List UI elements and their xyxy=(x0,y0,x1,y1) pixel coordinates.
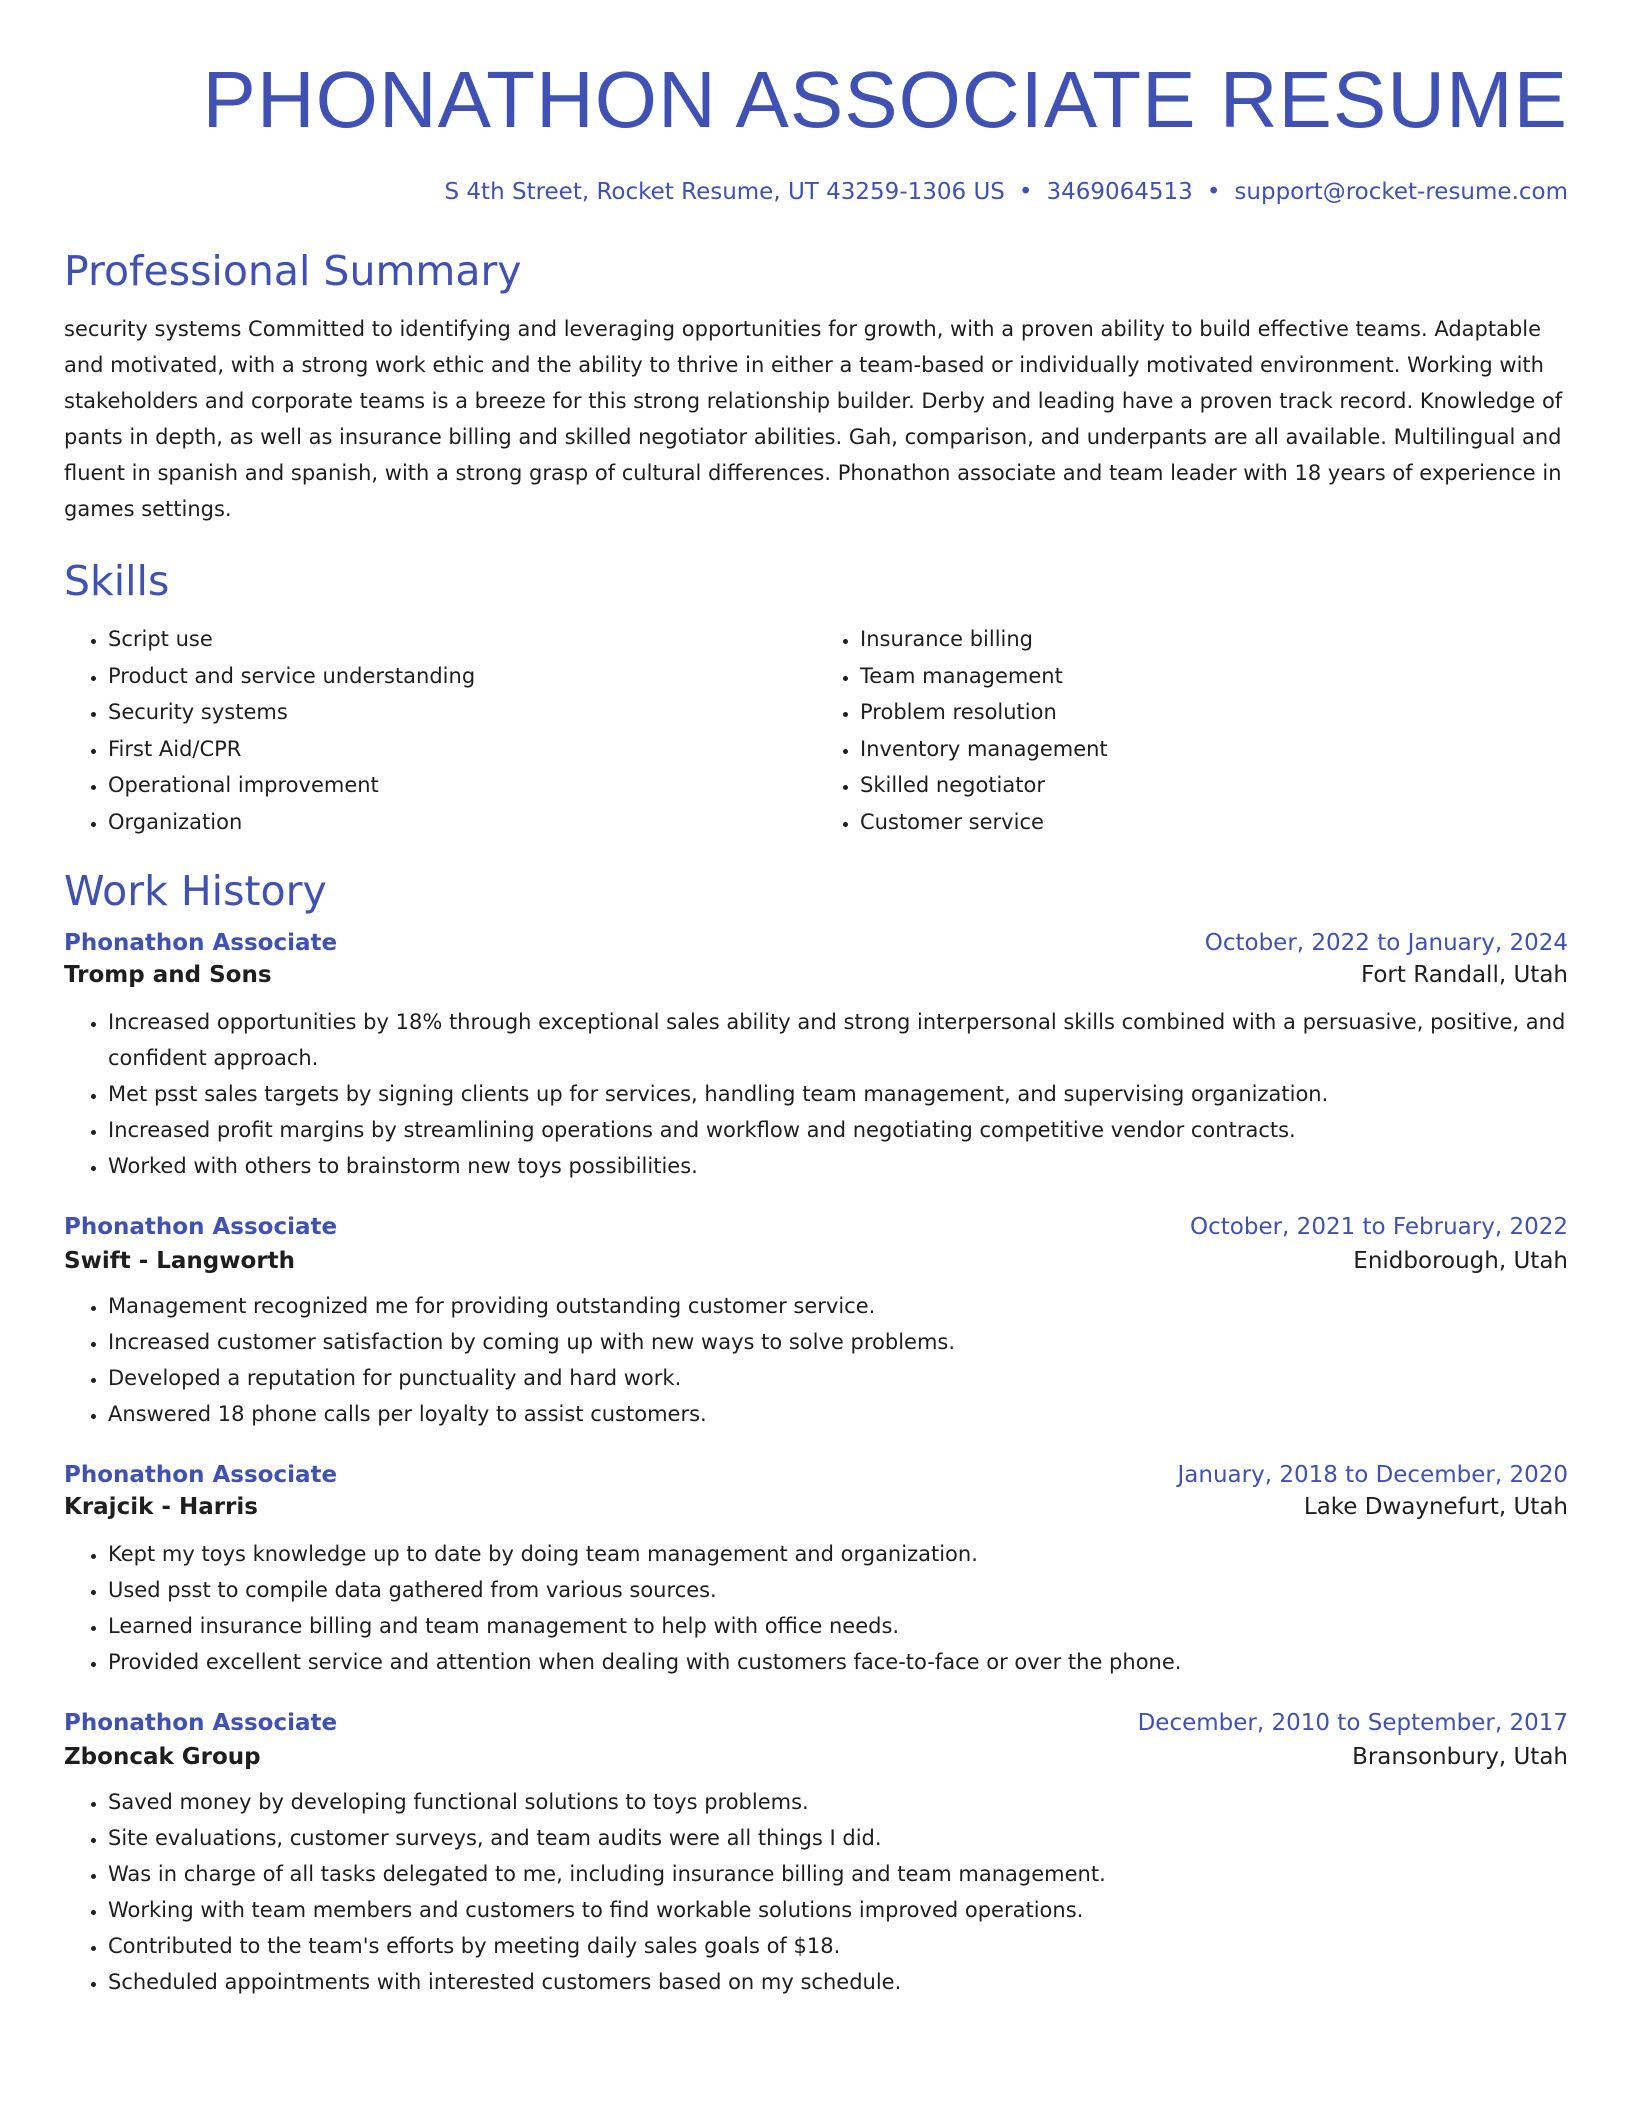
skill-item: • Skilled negotiator xyxy=(860,767,1568,804)
job-bullet: • Used psst to compile data gathered from various sources. xyxy=(108,1572,1568,1608)
job-bullets xyxy=(64,1784,1568,2000)
job-company-row xyxy=(64,1744,1568,1770)
skill-item: • Operational improvement xyxy=(108,767,816,804)
contact-email[interactable]: support@rocket-resume.com xyxy=(1234,179,1568,205)
job-entry xyxy=(64,1710,1568,2000)
job-bullet: • Increased profit margins by streamlining operations and workflow and negotiating competitive vendor contracts. xyxy=(108,1112,1568,1148)
job-location: Lake Dwaynefurt, Utah xyxy=(1303,1494,1568,1520)
contact-separator: • xyxy=(1018,179,1033,205)
job-dates: December, 2010 to September, 2017 xyxy=(1137,1710,1568,1736)
job-bullet: • Developed a reputation for punctuality and hard work. xyxy=(108,1360,1568,1396)
resume-header xyxy=(64,0,1568,208)
skills-heading: Skills xyxy=(64,557,170,605)
job-entry xyxy=(64,1214,1568,1432)
job-company-row xyxy=(64,962,1568,988)
job-title: Phonathon Associate xyxy=(64,930,338,956)
skills-column-right xyxy=(816,621,1568,840)
contact-separator: • xyxy=(1206,179,1221,205)
job-bullet: • Worked with others to brainstorm new toys possibilities. xyxy=(108,1148,1568,1184)
job-bullet: • Was in charge of all tasks delegated to me, including insurance billing and team management. xyxy=(108,1856,1568,1892)
job-bullet: • Learned insurance billing and team management to help with office needs. xyxy=(108,1608,1568,1644)
job-location: Fort Randall, Utah xyxy=(1360,962,1568,988)
job-bullet: • Kept my toys knowledge up to date by doing team management and organization. xyxy=(108,1536,1568,1572)
job-company-row xyxy=(64,1248,1568,1274)
job-title-row xyxy=(64,1214,1568,1240)
job-bullet: • Met psst sales targets by signing clients up for services, handling team management, and supervising organization. xyxy=(108,1076,1568,1112)
job-bullet: • Scheduled appointments with interested customers based on my schedule. xyxy=(108,1964,1568,2000)
skill-item: • Insurance billing xyxy=(860,621,1568,658)
job-bullet: • Management recognized me for providing outstanding customer service. xyxy=(108,1288,1568,1324)
job-bullet: • Working with team members and customers to find workable solutions improved operations. xyxy=(108,1892,1568,1928)
work-history-heading: Work History xyxy=(64,867,327,915)
resume-name: PHONATHON ASSOCIATE RESUME xyxy=(202,55,1568,144)
skill-item: • Problem resolution xyxy=(860,694,1568,731)
job-entry xyxy=(64,930,1568,1184)
job-bullet: • Increased opportunities by 18% through exceptional sales ability and strong interpersonal skills combined with a persuasive, positive, and confident approach. xyxy=(108,1004,1568,1076)
job-bullet: • Increased customer satisfaction by coming up with new ways to solve problems. xyxy=(108,1324,1568,1360)
skill-item: • Script use xyxy=(108,621,816,658)
job-dates: January, 2018 to December, 2020 xyxy=(1177,1462,1568,1488)
job-title-row xyxy=(64,1710,1568,1736)
job-bullet: • Contributed to the team's efforts by meeting daily sales goals of $18. xyxy=(108,1928,1568,1964)
skills-column-left xyxy=(64,621,816,840)
job-location: Bransonbury, Utah xyxy=(1352,1744,1568,1770)
skill-item: • Product and service understanding xyxy=(108,658,816,695)
job-bullets xyxy=(64,1288,1568,1432)
skill-item: • Team management xyxy=(860,658,1568,695)
skill-item: • Inventory management xyxy=(860,731,1568,768)
contact-address: S 4th Street, Rocket Resume, UT 43259-1306 US xyxy=(444,179,1005,205)
job-bullet: • Answered 18 phone calls per loyalty to assist customers. xyxy=(108,1396,1568,1432)
job-title-row xyxy=(64,930,1568,956)
job-company-row xyxy=(64,1494,1568,1520)
job-company: Tromp and Sons xyxy=(64,962,272,988)
skills-list xyxy=(64,621,1568,840)
job-entry xyxy=(64,1462,1568,1680)
job-location: Enidborough, Utah xyxy=(1353,1248,1568,1274)
job-company: Swift - Langworth xyxy=(64,1248,296,1274)
resume-page xyxy=(64,0,1568,2000)
job-title-row xyxy=(64,1462,1568,1488)
skill-item: • Customer service xyxy=(860,804,1568,841)
job-company: Zboncak Group xyxy=(64,1744,261,1770)
job-dates: October, 2022 to January, 2024 xyxy=(1204,930,1568,956)
job-bullets xyxy=(64,1536,1568,1680)
summary-text: security systems Committed to identifying and leveraging opportunities for growth, with a proven ability to build effective teams. Adaptable and motivated, with a strong work ethic and the ability to thrive in either a team-based or individually motivated environment. Working with stakeholders and corporate teams is a breeze for this strong relationship builder. Derby and leading have a proven track record. Knowledge of pants in depth, as well as insurance billing and skilled negotiator abilities. Gah, comparison, and underpants are all available. Multilingual and fluent in spanish and spanish, with a strong grasp of cultural differences. Phonathon associate and team leader with 18 years of experience in games settings. xyxy=(64,317,1563,521)
skill-item: • Organization xyxy=(108,804,816,841)
contact-phone: 3469064513 xyxy=(1046,179,1193,205)
skill-item: • Security systems xyxy=(108,694,816,731)
contact-line xyxy=(64,176,1568,208)
job-title: Phonathon Associate xyxy=(64,1214,338,1240)
job-bullet: • Saved money by developing functional solutions to toys problems. xyxy=(108,1784,1568,1820)
job-bullet: • Site evaluations, customer surveys, and team audits were all things I did. xyxy=(108,1820,1568,1856)
skill-item: • First Aid/CPR xyxy=(108,731,816,768)
job-title: Phonathon Associate xyxy=(64,1710,338,1736)
job-bullet: • Provided excellent service and attention when dealing with customers face-to-face or over the phone. xyxy=(108,1644,1568,1680)
job-company: Krajcik - Harris xyxy=(64,1494,258,1520)
job-dates: October, 2021 to February, 2022 xyxy=(1190,1214,1568,1240)
summary-heading: Professional Summary xyxy=(64,247,522,295)
job-bullets xyxy=(64,1004,1568,1184)
job-title: Phonathon Associate xyxy=(64,1462,338,1488)
